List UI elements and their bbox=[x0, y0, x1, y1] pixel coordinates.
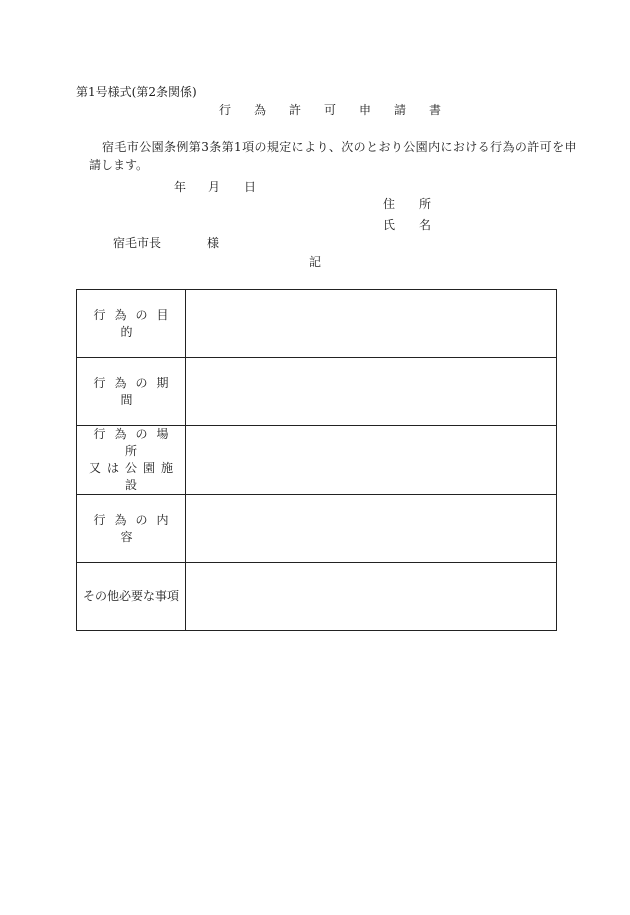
period-field[interactable] bbox=[186, 358, 557, 426]
address-label: 住所 bbox=[383, 197, 456, 211]
table-row bbox=[77, 358, 557, 426]
row-label bbox=[77, 563, 186, 631]
location-field[interactable] bbox=[186, 426, 557, 495]
application-text-line-1: 宿毛市公園条例第3条第1項の規定により、次のとおり公園内における行為の許可を申 bbox=[102, 140, 577, 154]
note-heading: 記 bbox=[309, 255, 322, 269]
row-label-text: 行為の期間 bbox=[93, 375, 178, 407]
row-label-text-line-1: 行為の場所 bbox=[93, 427, 178, 458]
row-label bbox=[77, 495, 186, 563]
date-day-label: 日 bbox=[244, 180, 257, 194]
table-row bbox=[77, 495, 557, 563]
other-matters-field[interactable] bbox=[186, 563, 557, 631]
recipient-honorific: 様 bbox=[207, 236, 220, 250]
application-text-line-2: 請します。 bbox=[89, 158, 149, 172]
row-label-text: 行為の目的 bbox=[93, 307, 178, 339]
row-label-text: その他必要な事項 bbox=[82, 589, 179, 603]
row-label-text-line-2: 又は公園施設 bbox=[88, 461, 179, 492]
table-row bbox=[77, 563, 557, 631]
recipient-name: 宿毛市長 bbox=[113, 236, 162, 250]
row-label-text: 行為の内容 bbox=[93, 512, 178, 544]
row-label bbox=[77, 426, 186, 495]
row-label bbox=[77, 358, 186, 426]
table-row bbox=[77, 426, 557, 495]
form-number: 第1号様式(第2条関係) bbox=[76, 85, 197, 99]
purpose-field[interactable] bbox=[186, 290, 557, 358]
date-year-label: 年 bbox=[174, 180, 187, 194]
content-field[interactable] bbox=[186, 495, 557, 563]
date-month-label: 月 bbox=[208, 180, 221, 194]
application-items-table bbox=[76, 289, 557, 631]
name-label: 氏名 bbox=[383, 218, 456, 232]
table-row bbox=[77, 290, 557, 358]
document-title: 行為許可申請書 bbox=[219, 103, 465, 117]
row-label bbox=[77, 290, 186, 358]
